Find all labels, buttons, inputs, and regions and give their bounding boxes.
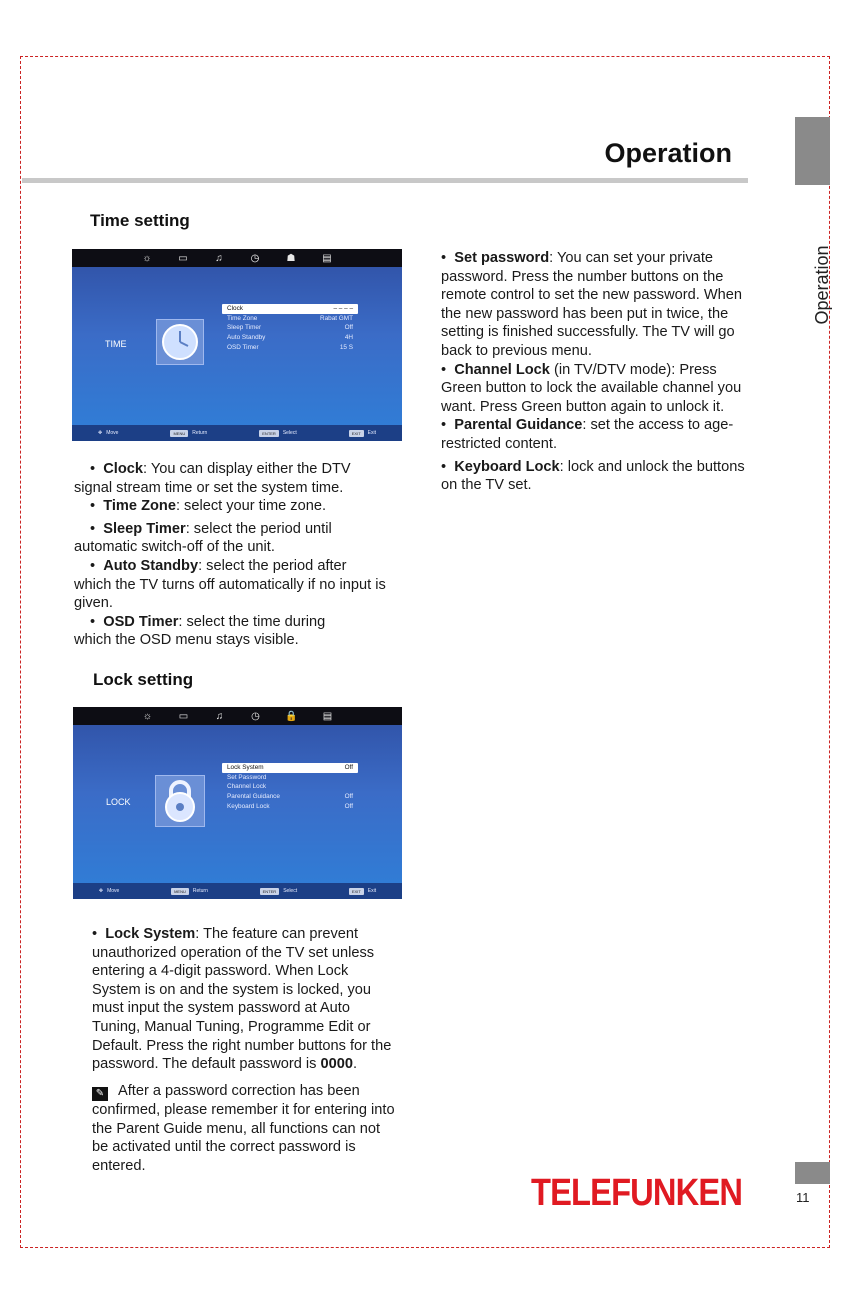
menu-row-lock-system[interactable]: Lock System Off xyxy=(222,763,358,773)
time-tab-icon: ◷ xyxy=(250,252,260,264)
sound-tab-icon: ♫ xyxy=(215,252,223,264)
clock-icon xyxy=(156,319,204,365)
lock-osd-screen xyxy=(73,707,402,899)
time-setting-heading: Time setting xyxy=(90,211,190,230)
menu-row-keyboard-lock[interactable]: Keyboard Lock Off xyxy=(227,802,353,810)
title-rule xyxy=(22,178,748,183)
side-tab-marker xyxy=(795,117,830,185)
time-osd-screen xyxy=(72,249,402,441)
return-hint: MENU Return xyxy=(171,888,208,895)
picture-tab-icon: ☼ xyxy=(142,252,152,264)
page-title: Operation xyxy=(604,138,732,168)
setup-tab-icon: ▤ xyxy=(322,252,332,264)
move-arrows-icon: ✥ xyxy=(98,888,104,894)
menu-row-channel-lock[interactable]: Channel Lock xyxy=(227,783,267,791)
osd-category-label: LOCK xyxy=(106,797,131,807)
page-number-tab xyxy=(795,1162,830,1184)
select-hint: ENTER Select xyxy=(259,430,296,437)
osd-category-label: TIME xyxy=(105,339,127,349)
return-hint: MENU Return xyxy=(170,430,207,437)
menu-row-auto-standby[interactable]: Auto Standby 4H xyxy=(227,334,353,342)
sound-tab-icon: ♫ xyxy=(215,710,224,722)
select-hint: ENTER Select xyxy=(260,888,297,895)
menu-row-osd-timer[interactable]: OSD Timer 15 S xyxy=(227,343,353,351)
note-pencil-icon: ✎ xyxy=(92,1087,108,1101)
lock-tab-icon: ☗ xyxy=(286,252,296,264)
osd-tab-bar xyxy=(72,249,402,267)
menu-row-clock[interactable]: Clock – – – – xyxy=(222,304,358,314)
time-tab-icon: ◷ xyxy=(251,710,260,722)
setup-tab-icon: ▤ xyxy=(322,710,333,722)
lock-system-description: • Lock System: The feature can prevent unauthorized operation of the TV set unless entering a 4-digit password. When Lock System is on and the system is locked, you must input the system password at Auto Tuning, Manual Tuning, Programme Edit or Default. Press the right number buttons for the password. The default password is 0000. xyxy=(92,926,392,1073)
menu-row-time-zone[interactable]: Time Zone Rabat GMT xyxy=(227,314,353,322)
exit-hint: EXIT Exit xyxy=(349,888,376,895)
lock-setting-heading: Lock setting xyxy=(93,670,194,689)
exit-hint: EXIT Exit xyxy=(349,430,376,437)
move-hint: ✥ Move xyxy=(98,888,120,894)
side-section-label: Operation xyxy=(812,245,832,325)
password-note: ✎ After a password correction has been confirmed, please remember it for entering into the Parent Guide menu, all functions can not be activated until the correct password is entered. xyxy=(92,1083,395,1174)
osd-tab-bar xyxy=(73,707,402,725)
osd-hint-bar xyxy=(73,883,402,899)
padlock-icon xyxy=(155,775,205,827)
lock-menu xyxy=(222,763,358,811)
lock-tab-icon: 🔒 xyxy=(285,710,298,722)
page-number: 11 xyxy=(796,1190,810,1205)
move-hint: ✥ Move xyxy=(98,430,119,436)
tv-tab-icon: ▭ xyxy=(178,710,189,722)
menu-row-parental-guidance[interactable]: Parental Guidance Off xyxy=(227,793,353,801)
brand-logo: TELEFUNKEN xyxy=(531,1172,743,1214)
time-settings-description: • Clock: You can display either the DTV signal stream time or set the system time. • Time Zone: select your time zone. • Sleep Timer: select the period until automatic switch-off of the unit. • Auto Standby: select the period after which the TV turns off automatically if no input is given. • OSD Timer: select the time during which the OSD menu stays visible. xyxy=(74,461,386,649)
move-arrows-icon: ✥ xyxy=(98,430,103,436)
picture-tab-icon: ☼ xyxy=(142,710,153,722)
menu-row-sleep-timer[interactable]: Sleep Timer Off xyxy=(227,324,353,332)
menu-row-set-password[interactable]: Set Password xyxy=(227,773,267,781)
lock-options-description: • Set password: You can set your private password. Press the number buttons on the remote control to set the new password. When the new password has been put in twice, the setting is finished successfully. The TV will go back to previous menu. • Channel Lock (in TV/DTV mode): Press Green button to lock the available channel you want. Press Green button again to unlock it. • Parental Guidance: set the access to age-restricted content. • Keyboard Lock: lock and unlock the buttons on the TV set. xyxy=(441,250,745,494)
time-menu xyxy=(222,304,358,352)
osd-hint-bar xyxy=(72,425,402,441)
tv-tab-icon: ▭ xyxy=(178,252,188,264)
